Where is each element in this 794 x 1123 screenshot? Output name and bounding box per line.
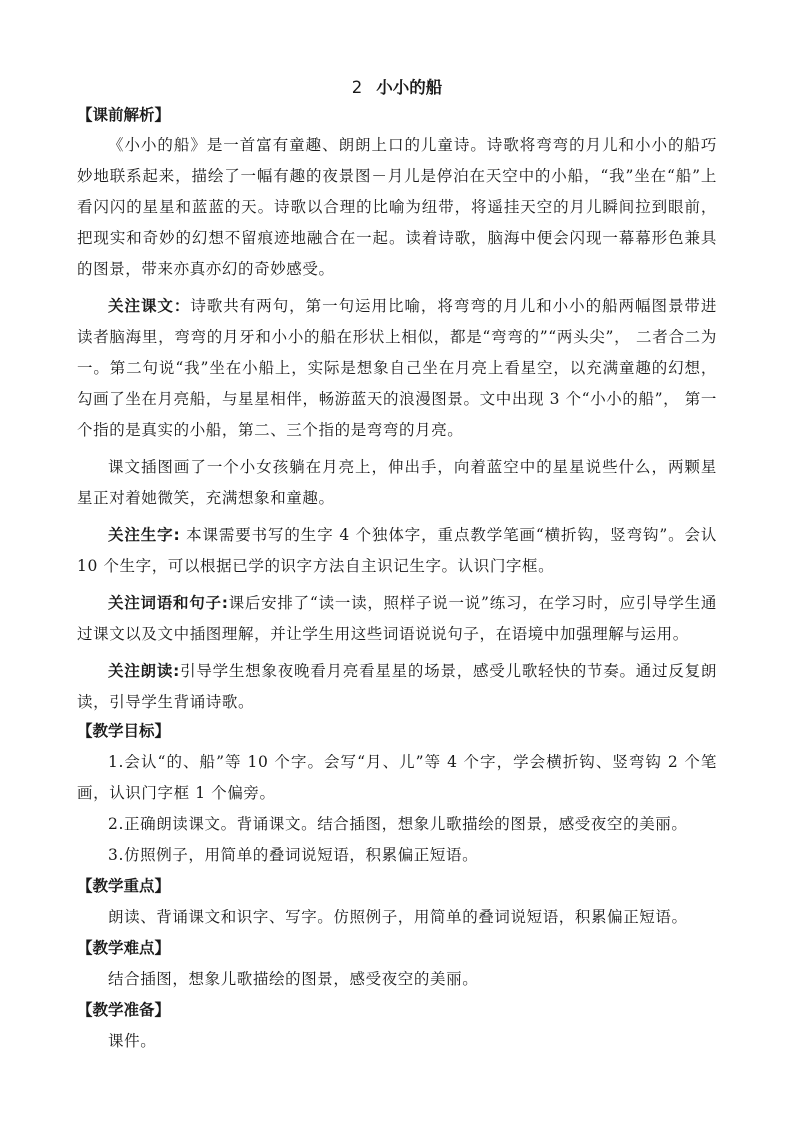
goal-item-2: 2.正确朗读课文。背诵课文。结合插图，想象儿歌描绘的图景，感受夜空的美丽。 <box>108 815 688 833</box>
analysis-intro-paragraph: 《小小的船》是一首富有童趣、朗朗上口的儿童诗。诗歌将弯弯的月儿和小小的船巧妙地联系起来，描绘了一幅有趣的夜景图－月儿是停泊在天空中的小船，“我”坐在“船”上看闪闪的星星和蓝蓝的天。诗歌以合理的比喻为纽带，将遥挂天空的月儿瞬间拉到眼前，把现实和奇妙的幻想不留痕迹地融合在一起。读着诗歌，脑海中便会闪现一幕幕形色兼具的图景，带来亦真亦幻的奇妙感受。 <box>77 136 717 278</box>
analysis-text-paragraph <box>77 291 717 446</box>
section-heading-preparation: 【教学准备】 <box>77 1001 171 1019</box>
section-heading-difficulties: 【教学难点】 <box>77 939 171 957</box>
page-title <box>77 76 717 102</box>
key-points-body: 朗读、背诵课文和识字、写字。仿照例子，用简单的叠词说短语，积累偏正短语。 <box>108 908 688 926</box>
chars-body: 本课需要书写的生字 4 个独体字，重点教学笔画“横折钩，竖弯钩”。会认 10 个生字，可以根据已学的识字方法自主识记生字。认识门字框。 <box>77 526 717 575</box>
reading-body: 引导学生想象夜晚看月亮看星星的场景，感受儿歌轻快的节奏。通过反复朗读，引导学生背诵诗歌。 <box>77 662 717 711</box>
goal-item-3: 3.仿照例子，用简单的叠词说短语，积累偏正短语。 <box>108 846 479 864</box>
analysis-chars-paragraph <box>77 520 717 582</box>
preparation-body: 课件。 <box>108 1032 157 1050</box>
goal-item-1: 1.会认“的、船”等 10 个字。会写“月、儿”等 4 个字，学会横折钩、竖弯钩 2 个笔画，认识门字框 1 个偏旁。 <box>77 753 717 802</box>
words-body: 课后安排了“读一读，照样子说一说”练习，在学习时，应引导学生通过课文以及文中插图理解，并让学生用这些词语说说句子，在语境中加强理解与运用。 <box>77 594 718 643</box>
title-text: 小小的船 <box>376 78 443 97</box>
goals-list <box>77 747 717 871</box>
text-body: 诗歌共有两句，第一句运用比喻，将弯弯的月儿和小小的船两幅图景带进读者脑海里，弯弯的月牙和小小的船在形状上相似，都是“弯弯的”“两头尖”， 二者合二为一。第二句说“我”坐在小船上，实际是想象自己坐在月亮上看星空，以充满童趣的幻想，勾画了坐在月亮船，与星星相伴，畅游蓝天的浪漫图景。文中出现 3 个“小小的船”， 第一个指的是真实的小船，第二、三个指的是弯弯的月亮。 <box>77 297 717 439</box>
words-lead-label: 关注词语和句子: <box>108 594 229 612</box>
text-lead-label: 关注课文： <box>108 297 191 315</box>
analysis-reading-paragraph <box>77 656 717 718</box>
document-page <box>77 76 717 1061</box>
section-heading-goals: 【教学目标】 <box>77 722 171 740</box>
title-number: 2 <box>351 78 363 97</box>
chars-lead-label: 关注生字: <box>108 526 181 544</box>
difficulties-body: 结合插图，想象儿歌描绘的图景，感受夜空的美丽。 <box>108 970 479 988</box>
reading-lead-label: 关注朗读: <box>108 662 180 680</box>
section-heading-analysis: 【课前解析】 <box>77 106 171 124</box>
analysis-words-paragraph <box>77 588 717 650</box>
analysis-illustration-paragraph: 课文插图画了一个小女孩躺在月亮上，伸出手，向着蓝空中的星星说些什么，两颗星星正对着她微笑，充满想象和童趣。 <box>77 458 717 507</box>
section-heading-key-points: 【教学重点】 <box>77 877 171 895</box>
